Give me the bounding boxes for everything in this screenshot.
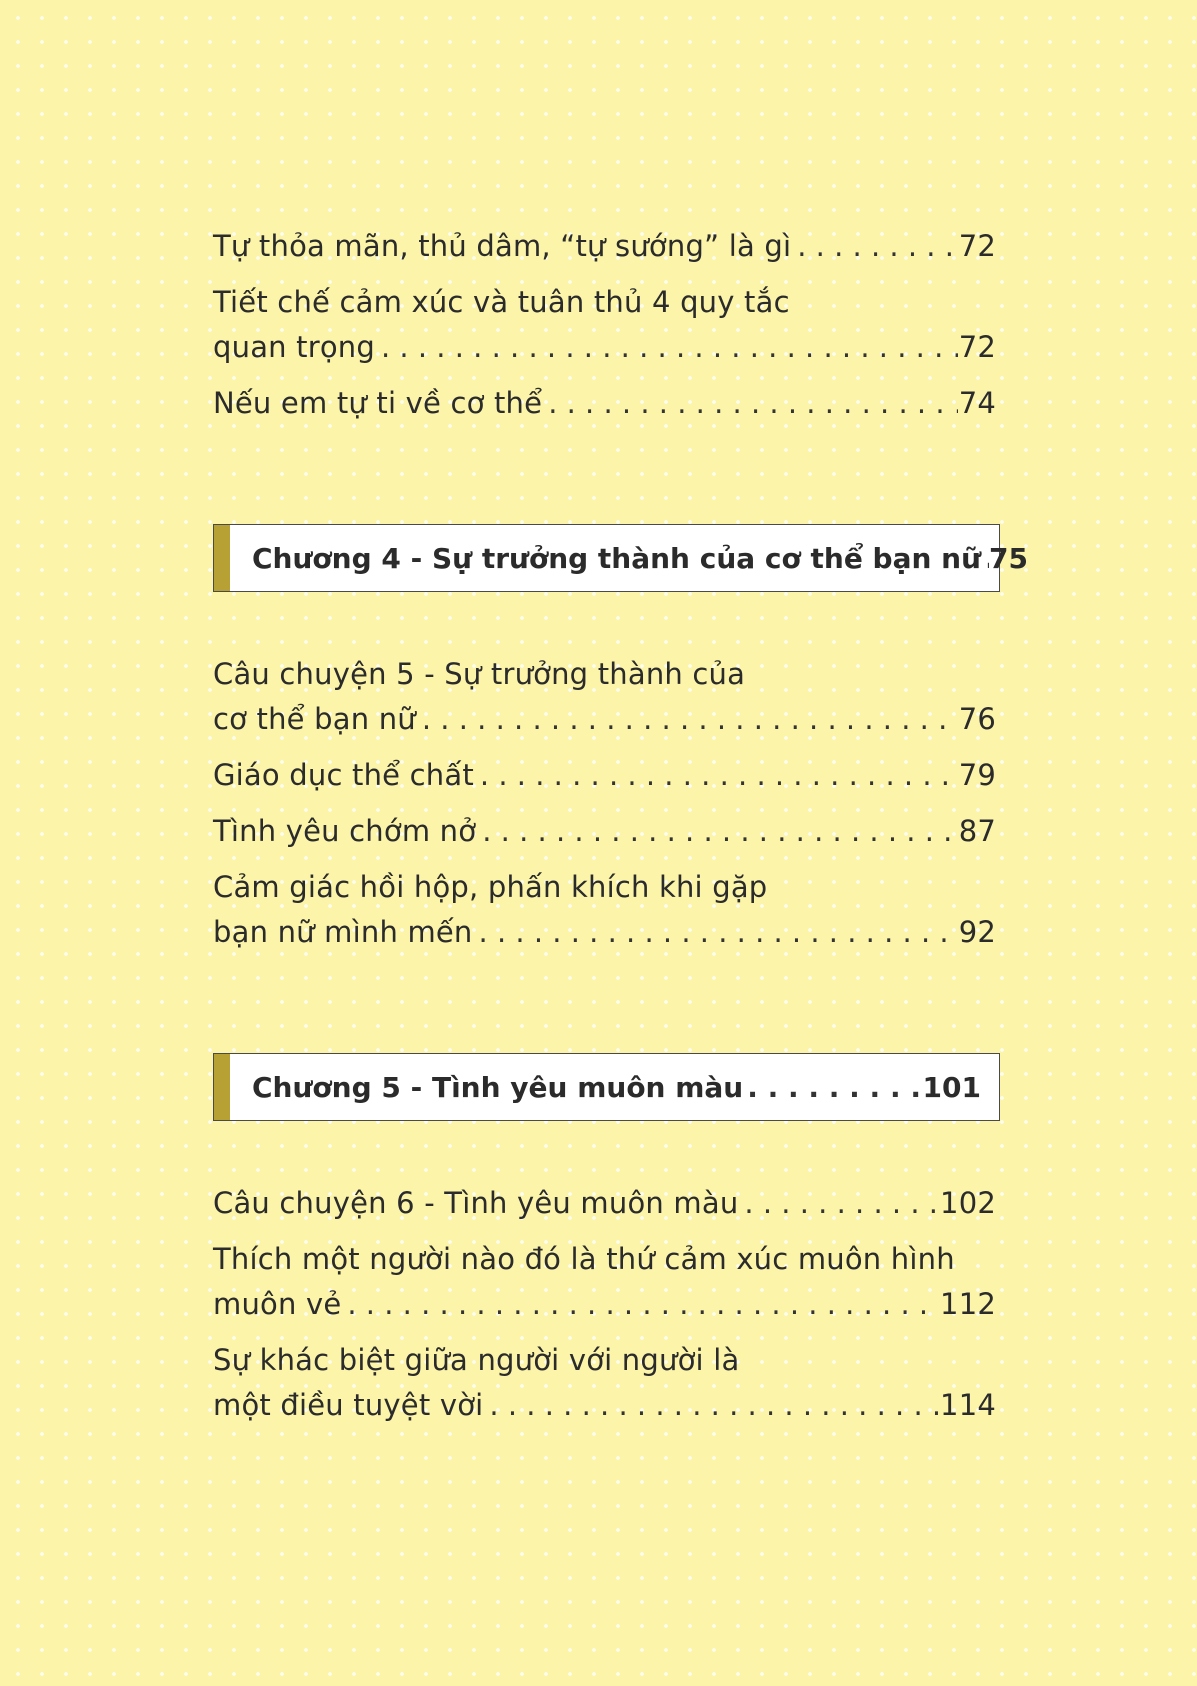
toc-entry-title-line1: Cảm giác hồi hộp, phấn khích khi gặp: [213, 870, 768, 904]
toc-group-chapter-4: [213, 652, 1013, 955]
toc-page-number: 87: [958, 814, 996, 848]
toc-entry-title: cơ thể bạn nữ: [213, 702, 416, 736]
toc-page-number: 79: [958, 758, 996, 792]
toc-entry[interactable]: [213, 865, 1013, 955]
toc-entry-title: Tình yêu chớm nở: [213, 814, 477, 848]
chapter-page-number: 101: [922, 1070, 981, 1104]
toc-entry[interactable]: [213, 381, 1013, 426]
dot-leader: [981, 542, 989, 575]
chapter-title: Chương 5 - Tình yêu muôn màu: [252, 1070, 744, 1104]
chapter-page-number: 75: [989, 541, 1029, 575]
chapter-5-heading[interactable]: [213, 1053, 1000, 1121]
toc-entry[interactable]: [213, 224, 1013, 269]
toc-page-number: 72: [958, 330, 996, 364]
toc-entry-title-line1: Câu chuyện 5 - Sự trưởng thành của: [213, 657, 746, 691]
toc-entry[interactable]: [213, 280, 1013, 370]
toc-group-chapter-5: [213, 1181, 1013, 1428]
toc-entry-title: một điều tuyệt vời: [213, 1388, 484, 1422]
toc-page-number: 74: [958, 386, 996, 420]
toc-page-number: 112: [940, 1287, 996, 1321]
toc-entry-title: Nếu em tự ti về cơ thể: [213, 386, 543, 420]
dot-leader: [476, 809, 958, 854]
chapter-4-heading[interactable]: [213, 524, 1029, 592]
dot-leader: [473, 910, 958, 955]
toc-group-chapter-3: [213, 224, 1013, 426]
chapter-accent-bar: [214, 1054, 230, 1120]
toc-entry[interactable]: [213, 1181, 1013, 1226]
chapter-accent-bar: [214, 525, 230, 591]
toc-page-number: 76: [958, 702, 996, 736]
toc-entry-title: quan trọng: [213, 330, 375, 364]
toc-page-number: 114: [940, 1388, 996, 1422]
dot-leader: [743, 1071, 922, 1104]
dot-leader: [791, 224, 958, 269]
dot-leader: [341, 1282, 940, 1327]
toc-entry-title: Giáo dục thể chất: [213, 758, 474, 792]
toc-entry-title-line1: Thích một người nào đó là thứ cảm xúc muôn hình: [213, 1242, 955, 1276]
table-of-contents: [213, 224, 1029, 1428]
toc-entry[interactable]: [213, 652, 1013, 742]
dot-leader: [375, 325, 958, 370]
toc-entry-title: bạn nữ mình mến: [213, 915, 473, 949]
dot-leader: [483, 1383, 940, 1428]
toc-page-number: 72: [958, 229, 996, 263]
dot-leader: [474, 753, 958, 798]
toc-entry[interactable]: [213, 1237, 1013, 1327]
toc-entry-title-line1: Tiết chế cảm xúc và tuân thủ 4 quy tắc: [213, 285, 790, 319]
toc-entry[interactable]: [213, 753, 1013, 798]
dot-leader: [738, 1181, 940, 1226]
toc-entry-title: Tự thỏa mãn, thủ dâm, “tự sướng” là gì: [213, 229, 792, 263]
toc-page-number: 102: [940, 1186, 996, 1220]
chapter-title: Chương 4 - Sự trưởng thành của cơ thể bạn nữ: [252, 541, 982, 575]
toc-entry-title-line1: Sự khác biệt giữa người với người là: [213, 1343, 740, 1377]
dot-leader: [416, 697, 958, 742]
toc-entry[interactable]: [213, 1338, 1013, 1428]
toc-entry[interactable]: [213, 809, 1013, 854]
dot-leader: [542, 381, 958, 426]
toc-entry-title: Câu chuyện 6 - Tình yêu muôn màu: [213, 1186, 739, 1220]
toc-entry-title: muôn vẻ: [213, 1287, 342, 1321]
toc-page-number: 92: [958, 915, 996, 949]
